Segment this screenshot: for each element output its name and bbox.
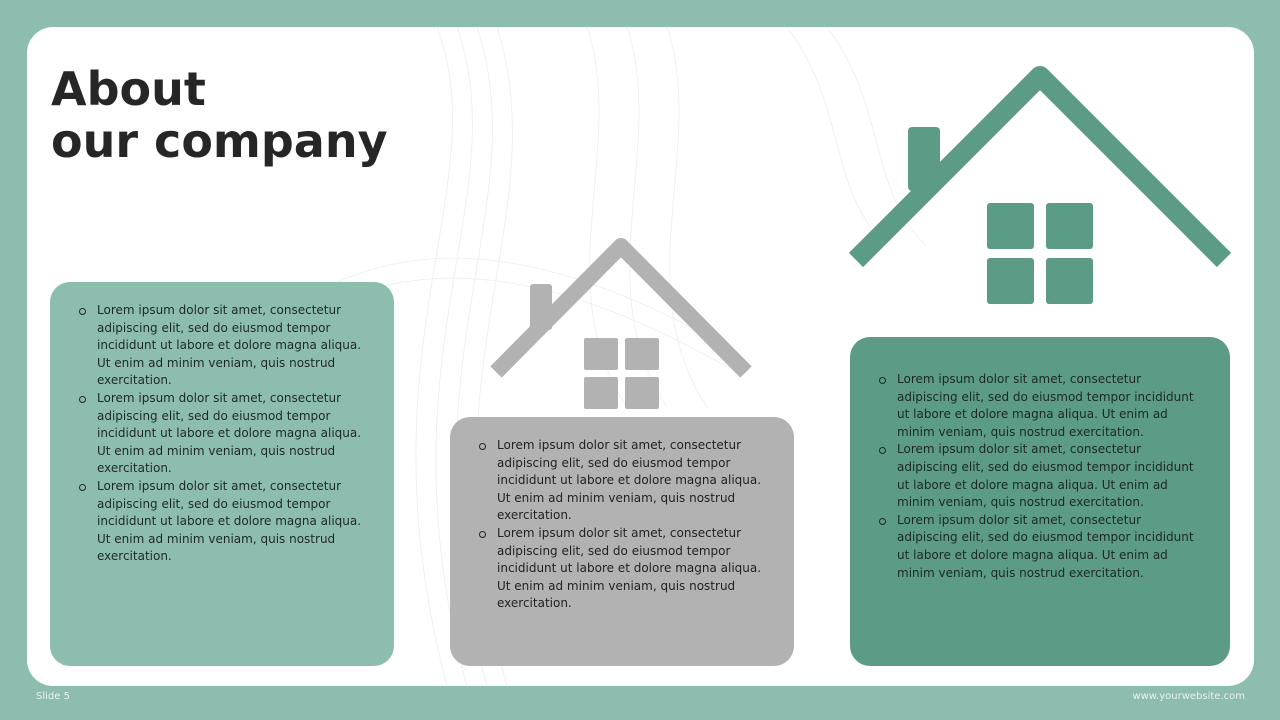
text-box-left: [50, 282, 394, 666]
title-line-1: About: [51, 62, 206, 116]
website-link[interactable]: www.yourwebsite.com: [1132, 691, 1245, 702]
bullet-list: [79, 302, 364, 566]
slide-card: [27, 27, 1254, 686]
title-line-2: our company: [51, 114, 388, 168]
bullet-list: [879, 371, 1194, 582]
text-box-middle: [450, 417, 794, 666]
bullet-item: Lorem ipsum dolor sit amet, consectetur adipiscing elit, sed do eiusmod tempor incididunt ut labore et dolore magna aliqua. Ut enim ad minim veniam, quis nostrud exercitation.: [879, 441, 1194, 511]
bullet-list: [479, 437, 764, 613]
bullet-item: Lorem ipsum dolor sit amet, consectetur adipiscing elit, sed do eiusmod tempor incididunt ut labore et dolore magna aliqua. Ut enim ad minim veniam, quis nostrud exercitation.: [479, 437, 764, 525]
bullet-item: Lorem ipsum dolor sit amet, consectetur adipiscing elit, sed do eiusmod tempor incididunt ut labore et dolore magna aliqua. Ut enim ad minim veniam, quis nostrud exercitation.: [79, 302, 364, 390]
house-icon: [844, 52, 1236, 308]
bullet-item: Lorem ipsum dolor sit amet, consectetur adipiscing elit, sed do eiusmod tempor incididunt ut labore et dolore magna aliqua. Ut enim ad minim veniam, quis nostrud exercitation.: [879, 371, 1194, 441]
bullet-item: Lorem ipsum dolor sit amet, consectetur adipiscing elit, sed do eiusmod tempor incididunt ut labore et dolore magna aliqua. Ut enim ad minim veniam, quis nostrud exercitation.: [79, 478, 364, 566]
bullet-item: Lorem ipsum dolor sit amet, consectetur adipiscing elit, sed do eiusmod tempor incididunt ut labore et dolore magna aliqua. Ut enim ad minim veniam, quis nostrud exercitation.: [879, 512, 1194, 582]
page-title: [51, 63, 388, 167]
text-box-right: [850, 337, 1230, 666]
bullet-item: Lorem ipsum dolor sit amet, consectetur adipiscing elit, sed do eiusmod tempor incididunt ut labore et dolore magna aliqua. Ut enim ad minim veniam, quis nostrud exercitation.: [479, 525, 764, 613]
bullet-item: Lorem ipsum dolor sit amet, consectetur adipiscing elit, sed do eiusmod tempor incididunt ut labore et dolore magna aliqua. Ut enim ad minim veniam, quis nostrud exercitation.: [79, 390, 364, 478]
slide-number: Slide 5: [36, 691, 70, 702]
house-icon: [488, 232, 756, 410]
